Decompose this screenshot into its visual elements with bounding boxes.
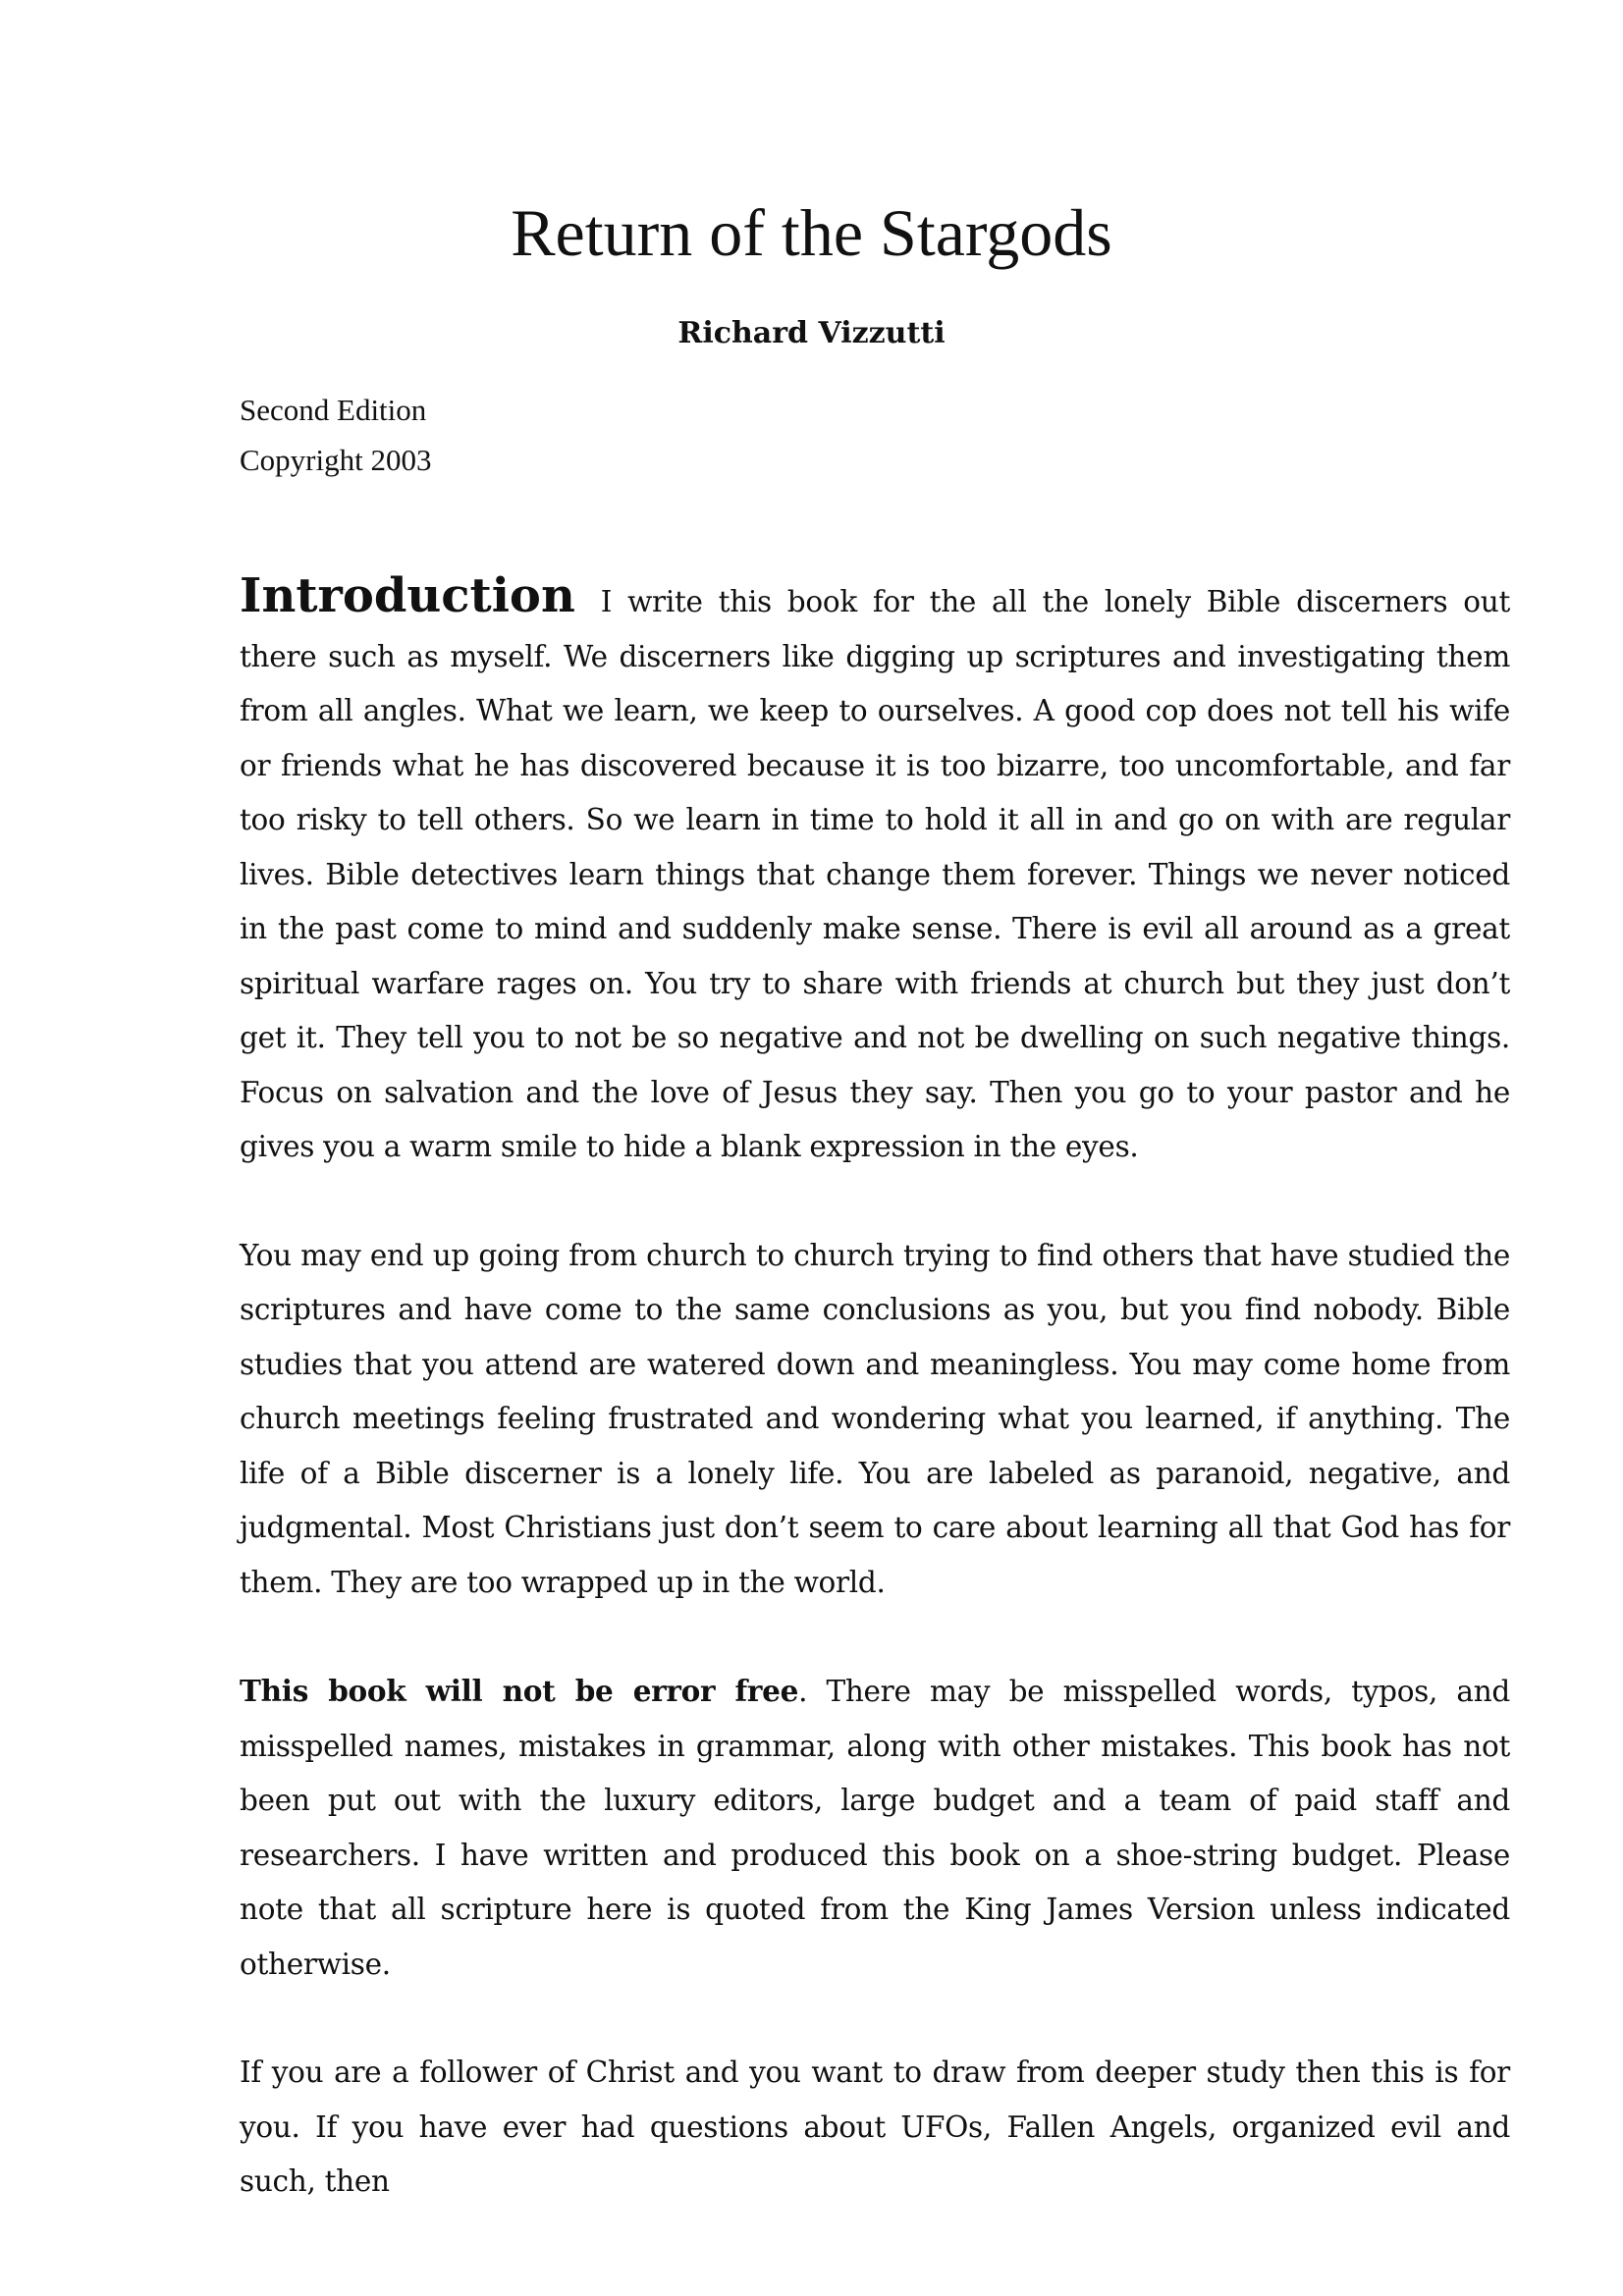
edition-line: Second Edition: [240, 393, 427, 427]
introduction-section: [240, 569, 1510, 2264]
paragraph-1-text: I write this book for the all the lonely Bible discerners out there such as myself. We discerners like digging up scriptures and investigating them from all angles. What we learn, we keep to ourselves. A good cop does not tell his wife or friends what he has discovered because it is too bizarre, too uncomfortable, and far too risky to tell others. So we learn in time to hold it all in and go on with are regular lives. Bible detectives learn things that change them forever. Things we never noticed in the past come to mind and suddenly make sense. There is evil all around as a great spiritual warfare rages on. You try to share with friends at church but they just don’t get it. They tell you to not be so negative and not be dwelling on such negative things. Focus on salvation and the love of Jesus they say. Then you go to your pastor and he gives you a warm smile to hide a blank expression in the eyes.: [240, 585, 1511, 1163]
paragraph-1: [240, 569, 1510, 1175]
paragraph-4: If you are a follower of Christ and you want to draw from deeper study then this is for you. If you have ever had questions about UFOs, Fallen Angels, organized evil and such, then: [240, 2056, 1510, 2198]
book-title: Return of the Stargods: [511, 195, 1112, 270]
paragraph-3-text: . There may be misspelled words, typos, and misspelled names, mistakes in grammar, along with other mistakes. This book has not been put out with the luxury editors, large budget and a team of paid staff and researchers. I have written and produced this book on a shoe-string budget. Please note that all scripture here is quoted from the King James Version unless indicated otherwise.: [240, 1675, 1510, 1981]
author-name: Richard Vizzutti: [677, 316, 946, 350]
edition-info: [240, 385, 431, 485]
copyright-line: Copyright 2003: [240, 443, 432, 477]
paragraph-3-bold-lead: This book will not be error free: [240, 1674, 799, 1708]
paragraph-3: [240, 1664, 1510, 1992]
paragraph-2: You may end up going from church to church trying to find others that have studied the scriptures and have come to the same conclusions as you, but you find nobody. Bible studies that you attend are watered down and meaningless. You may come home from church meetings feeling frustrated and wondering what you learned, if anything. The life of a Bible discerner is a lonely life. You are labeled as paranoid, negative, and judgmental. Most Christians just don’t seem to care about learning all that God has for them. They are too wrapped up in the world.: [240, 1238, 1510, 1599]
section-heading: Introduction: [240, 568, 575, 623]
